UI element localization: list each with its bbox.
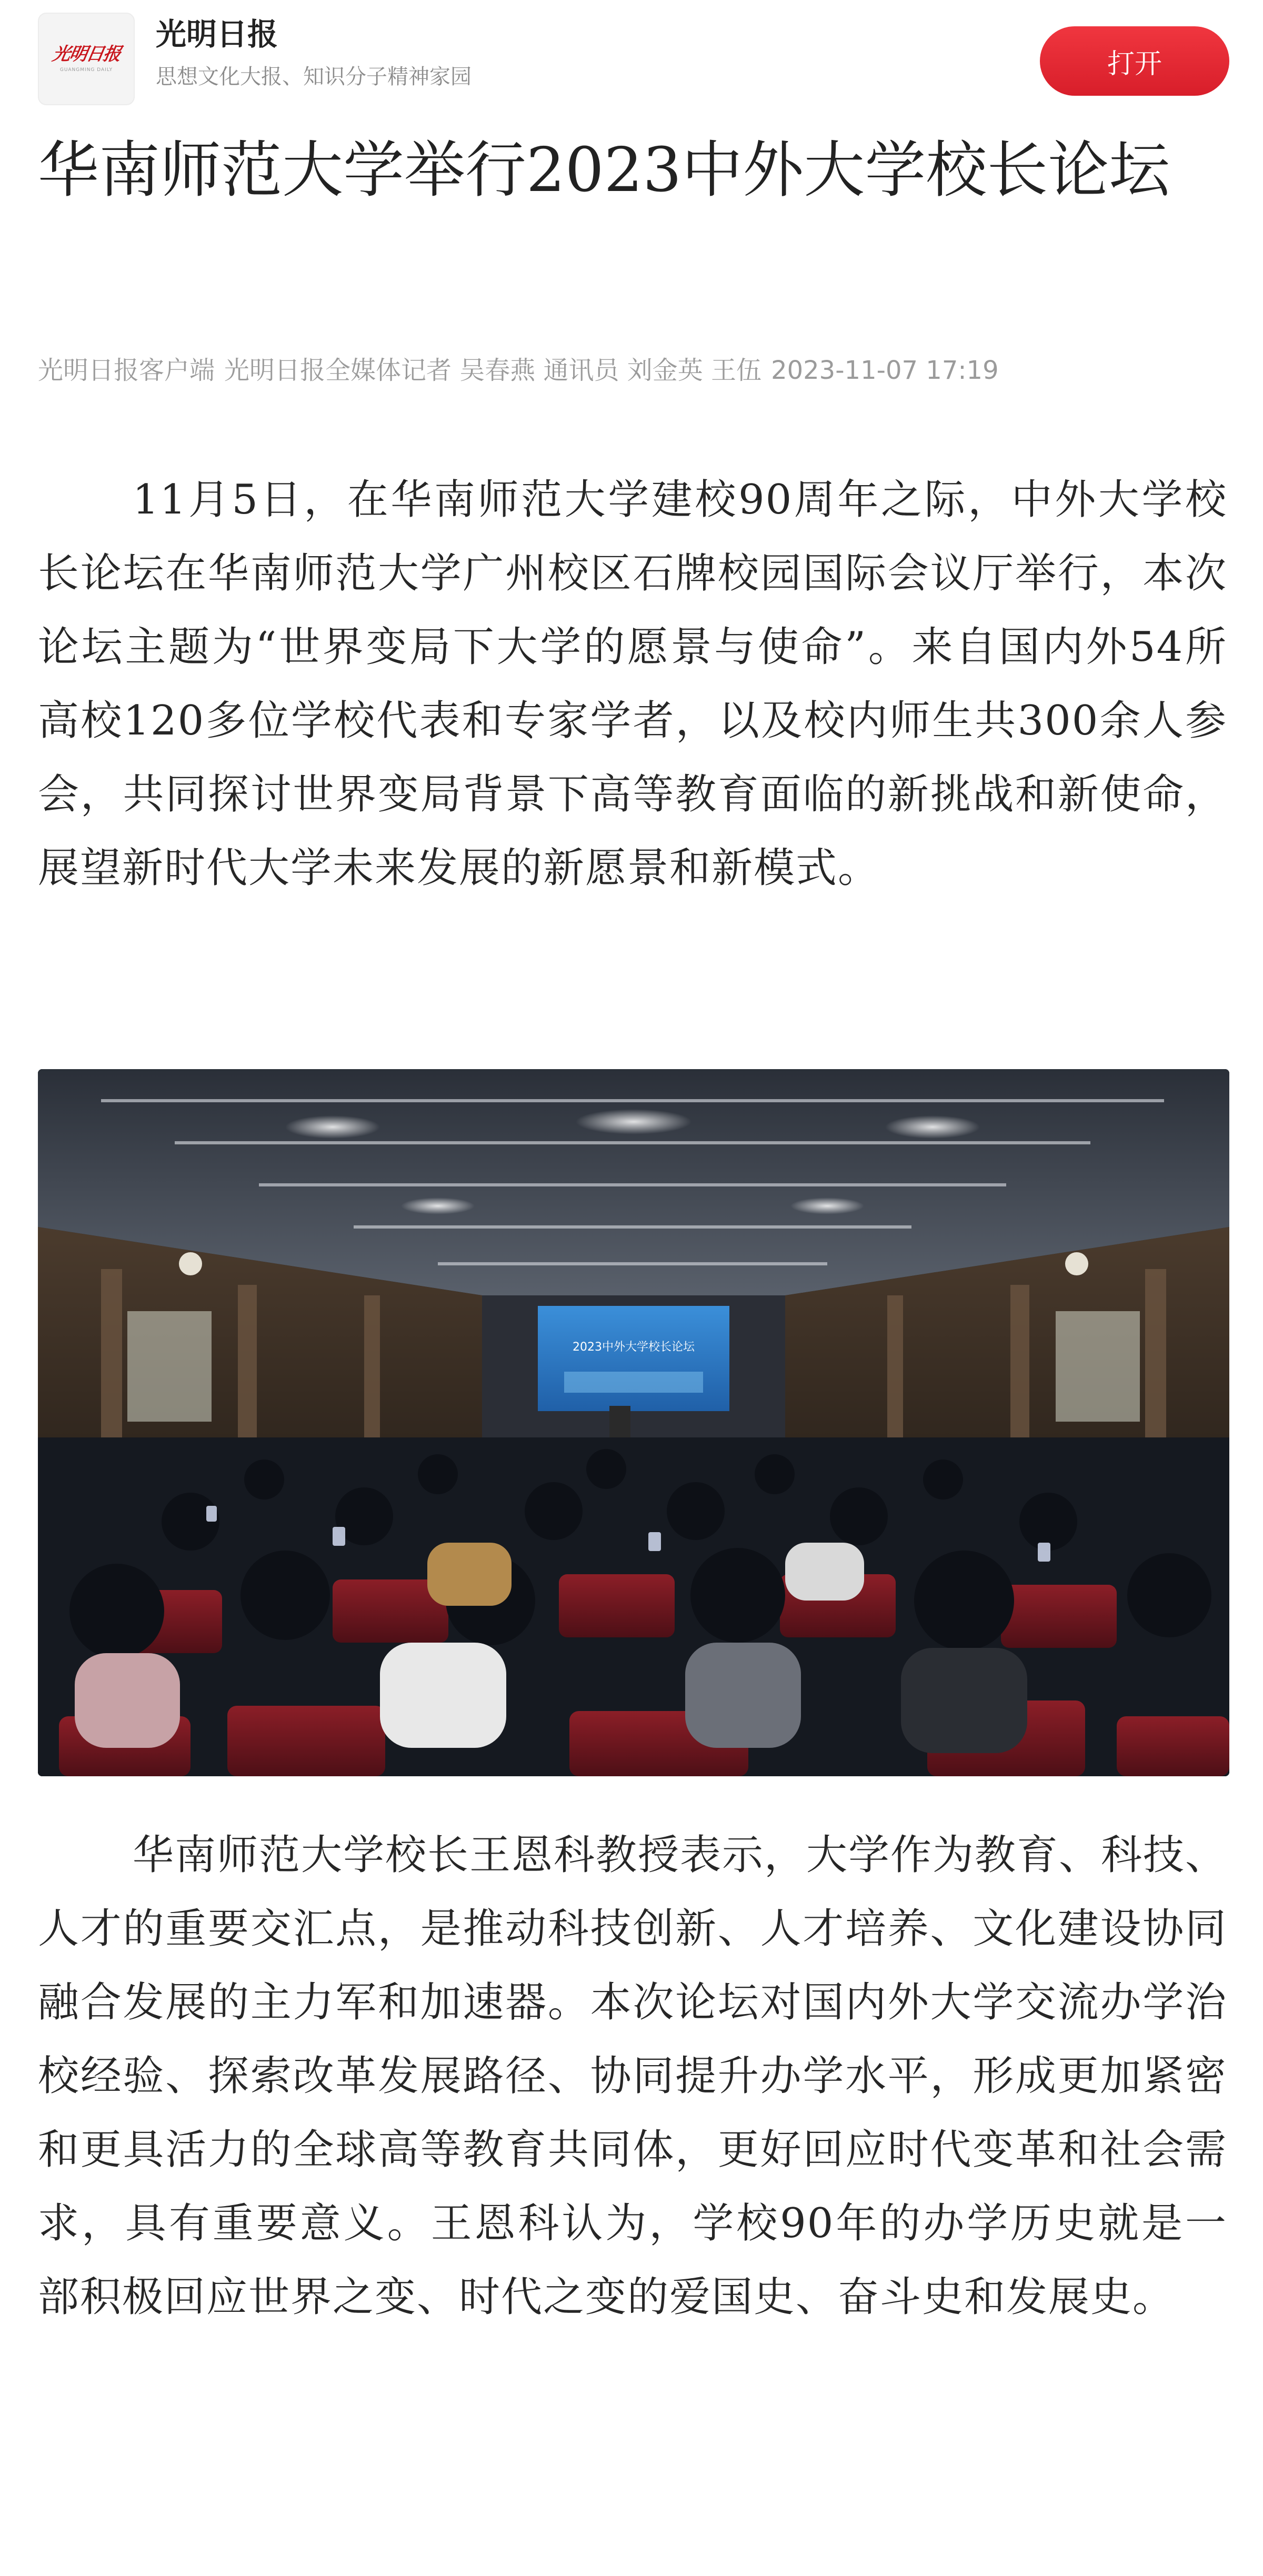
conference-hall-image bbox=[38, 1069, 1229, 1776]
open-app-button[interactable]: 打开 bbox=[1040, 26, 1229, 96]
brand-slogan: 思想文化大报、知识分子精神家园 bbox=[156, 65, 472, 89]
article-meta bbox=[38, 354, 1227, 387]
stage-screen bbox=[538, 1306, 729, 1411]
article-photo[interactable] bbox=[38, 1069, 1229, 1776]
brand-name: 光明日报 bbox=[156, 16, 278, 52]
stage-screen-text: 2023中外大学校长论坛 bbox=[573, 1341, 695, 1354]
meta-source[interactable]: 光明日报客户端 bbox=[38, 356, 215, 385]
article-title: 华南师范大学举行2023中外大学校长论坛 bbox=[38, 135, 1170, 206]
app-header bbox=[0, 0, 1263, 122]
meta-timestamp: 2023-11-07 17:19 bbox=[771, 356, 999, 385]
logo-subtext: GUANGMING DAILY bbox=[59, 67, 113, 73]
brand-logo[interactable] bbox=[38, 13, 135, 105]
article-paragraph: 华南师范大学校长王恩科教授表示，大学作为教育、科技、人才的重要交汇点，是推动科技创新、人才培养、文化建设协同融合发展的主力军和加速器。本次论坛对国内外大学交流办学治校经验、探索改革发展路径、协同提升办学水平，形成更加紧密和更具活力的全球高等教育共同体，更好回应时代变革和社会需求，具有重要意义。王恩科认为，学校90年的办学历史就是一部积极回应世界之变、时代之变的爱国史、奋斗史和发展史。 bbox=[38, 1832, 1228, 2321]
article-paragraph: 11月5日，在华南师范大学建校90周年之际，中外大学校长论坛在华南师范大学广州校区石牌校园国际会议厅举行，本次论坛主题为“世界变局下大学的愿景与使命”。来自国内外54所高校120多位学校代表和专家学者，以及校内师生共300余人参会，共同探讨世界变局背景下高等教育面临的新挑战和新使命，展望新时代大学未来发展的新愿景和新模式。 bbox=[38, 476, 1227, 892]
meta-authors: 光明日报全媒体记者 吴春燕 通讯员 刘金英 王伍 bbox=[224, 356, 762, 385]
logo-mark: 光明日报 bbox=[51, 44, 122, 65]
